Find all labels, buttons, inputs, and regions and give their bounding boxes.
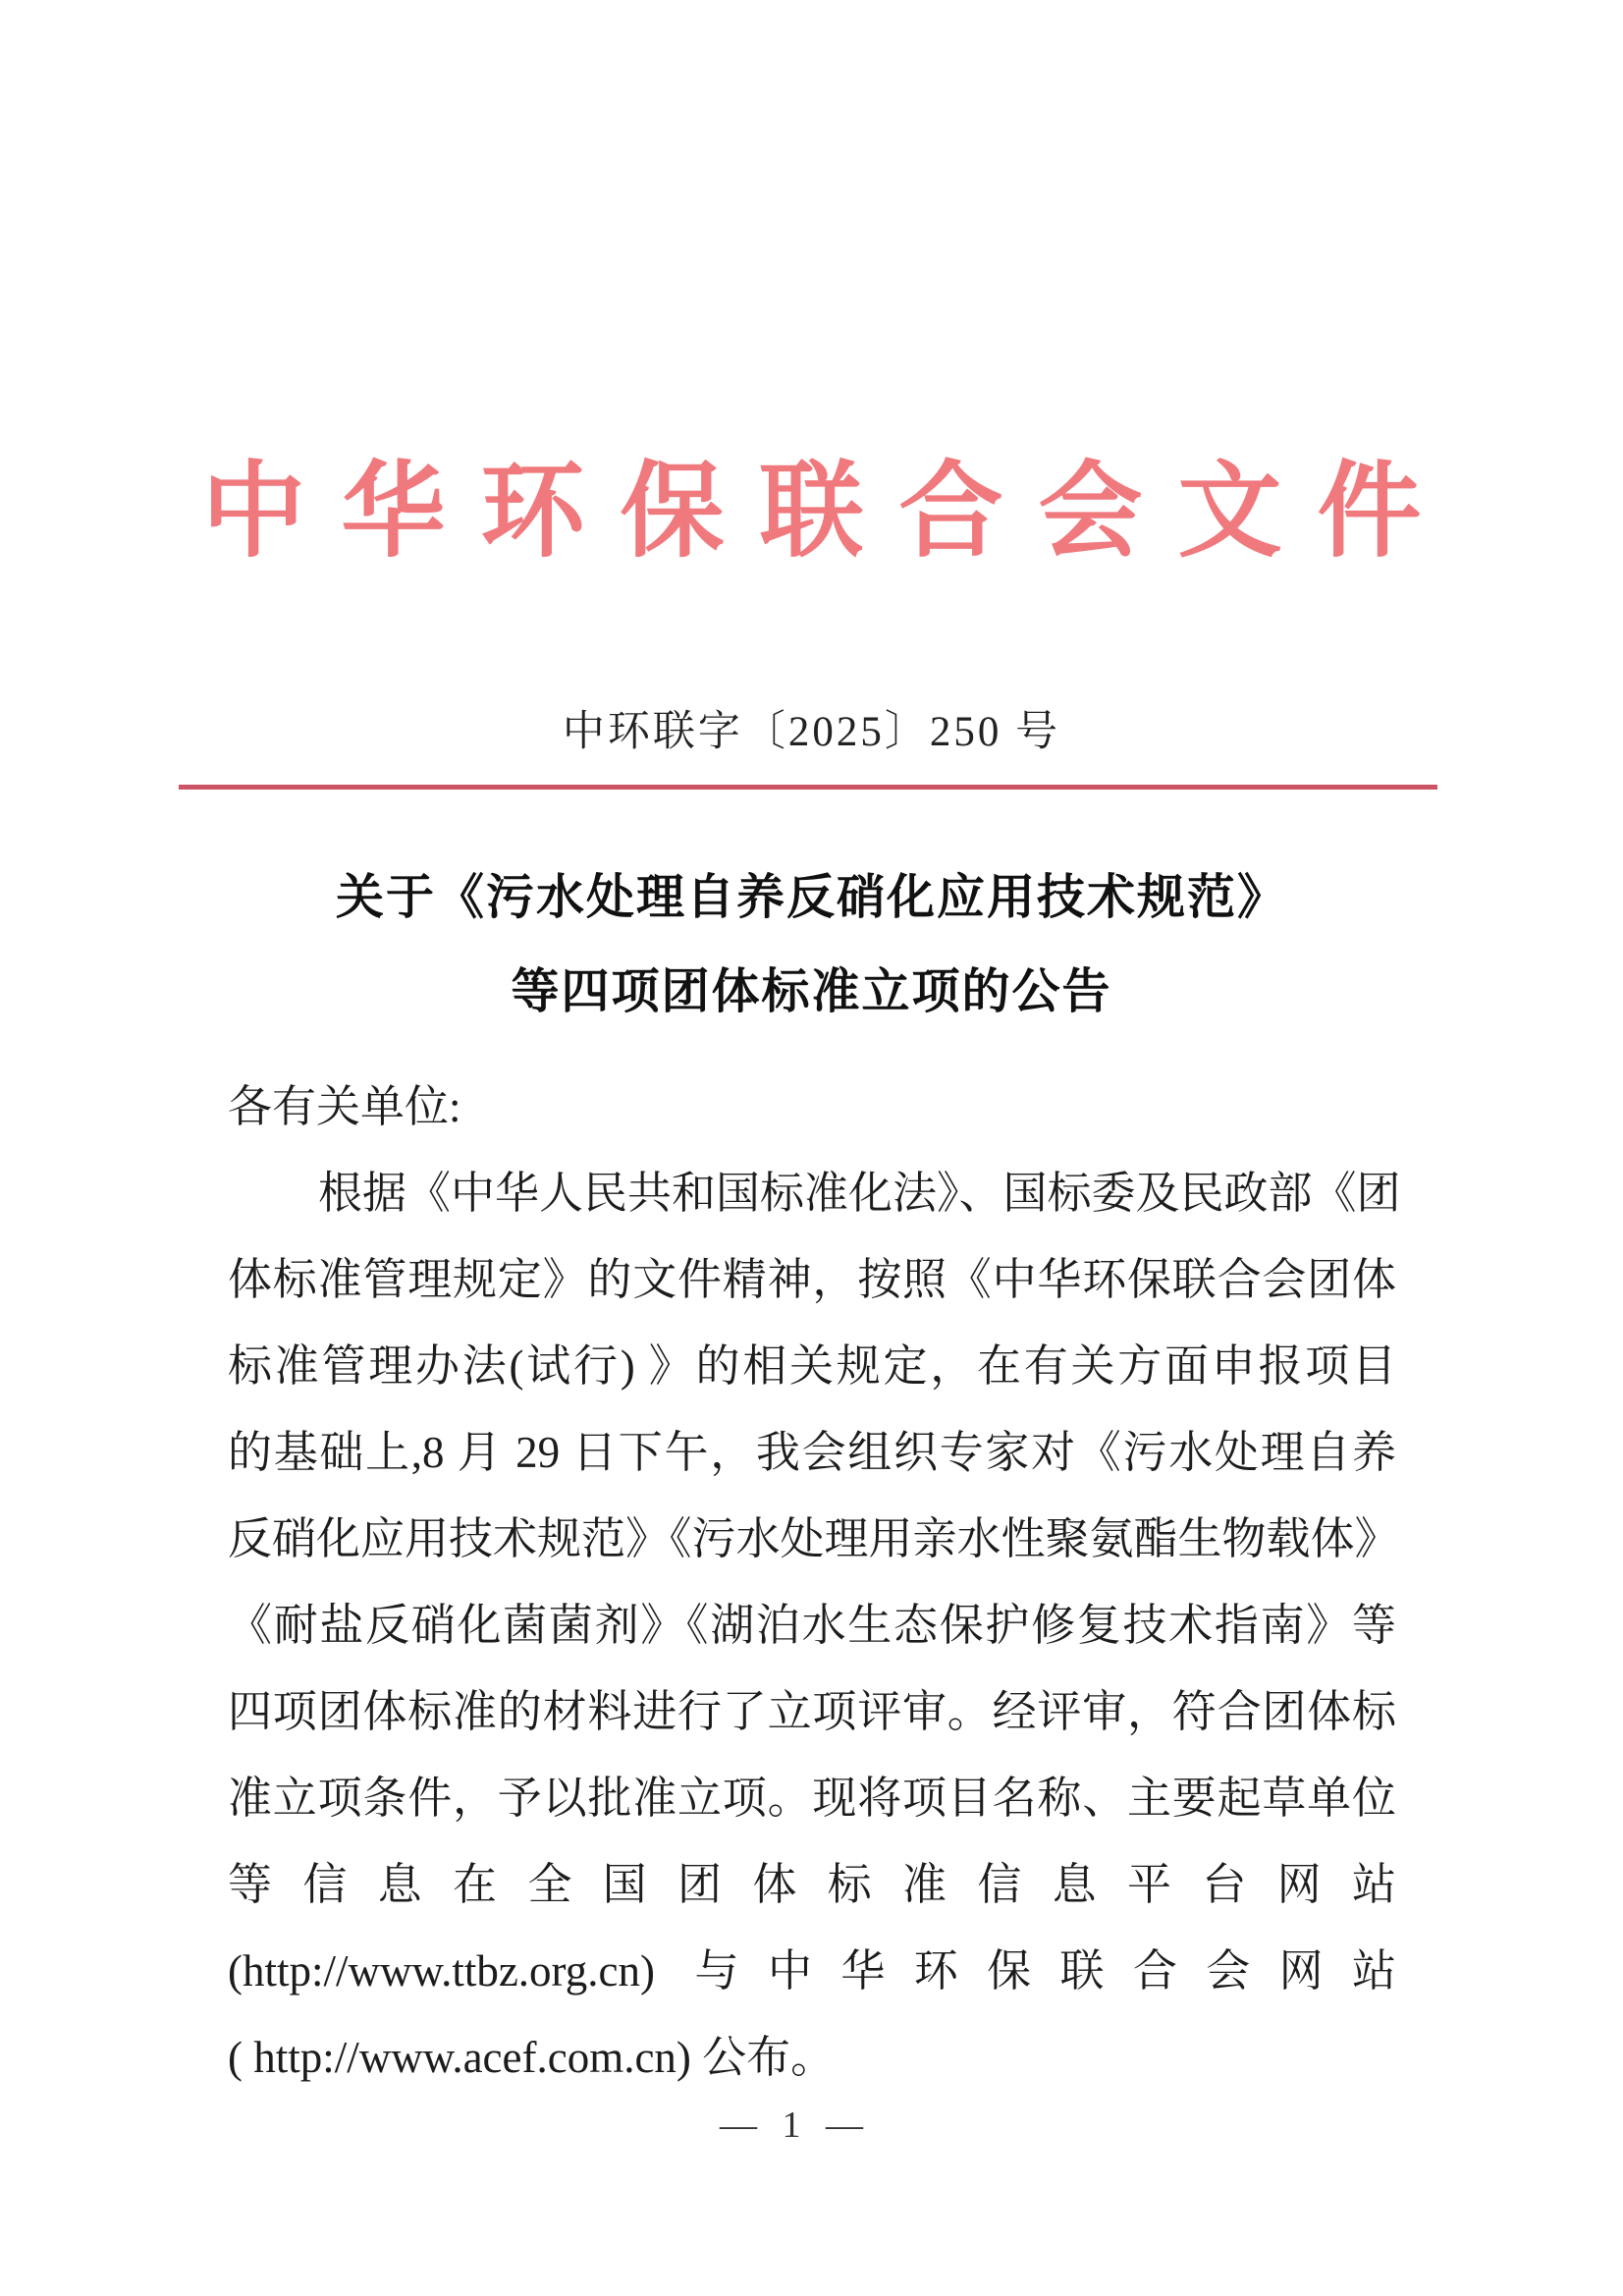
announcement-title-line2: 等四项团体标准立项的公告 [511, 964, 1112, 1018]
body-line-8: 准立项条件，予以批准立项。现将项目名称、主要起草单位 [228, 1774, 1396, 1823]
salutation: 各有关单位: [228, 1082, 461, 1131]
announcement-title-line1: 关于《污水处理自养反硝化应用技术规范》 [335, 870, 1287, 924]
document-body [228, 1064, 1401, 2101]
announcement-title [0, 850, 1623, 1039]
organization-header-title: 中华环保联合会文件 [201, 455, 1457, 570]
body-line-11: ( http://www.acef.com.cn) 公布。 [228, 2033, 836, 2082]
page-number: — 1 — [720, 2105, 871, 2146]
body-line-4: 的基础上,8 月 29 日下午，我会组织专家对《污水处理自养 [228, 1428, 1396, 1477]
body-line-3: 标准管理办法(试行) 》的相关规定，在有关方面申报项目 [228, 1341, 1396, 1391]
body-line-7: 四项团体标准的材料进行了立项评审。经评审，符合团体标 [228, 1687, 1396, 1736]
body-line-10: (http://www.ttbz.org.cn) 与中华环保联合会网站 [228, 1946, 1396, 1995]
body-line-1: 根据《中华人民共和国标准化法》、国标委及民政部《团 [318, 1169, 1401, 1218]
body-line-2: 体标准管理规定》的文件精神，按照《中华环保联合会团体 [228, 1255, 1396, 1304]
body-line-5: 反硝化应用技术规范》《污水处理用亲水性聚氨酯生物载体》 [228, 1514, 1399, 1563]
document-reference-number: 中环联字〔2025〕250 号 [562, 709, 1061, 755]
body-line-6: 《耐盐反硝化菌菌剂》《湖泊水生态保护修复技术指南》等 [228, 1601, 1396, 1650]
body-line-9: 等信息在全国团体标准信息平台网站 [228, 1860, 1396, 1909]
header-divider-line [179, 785, 1437, 790]
